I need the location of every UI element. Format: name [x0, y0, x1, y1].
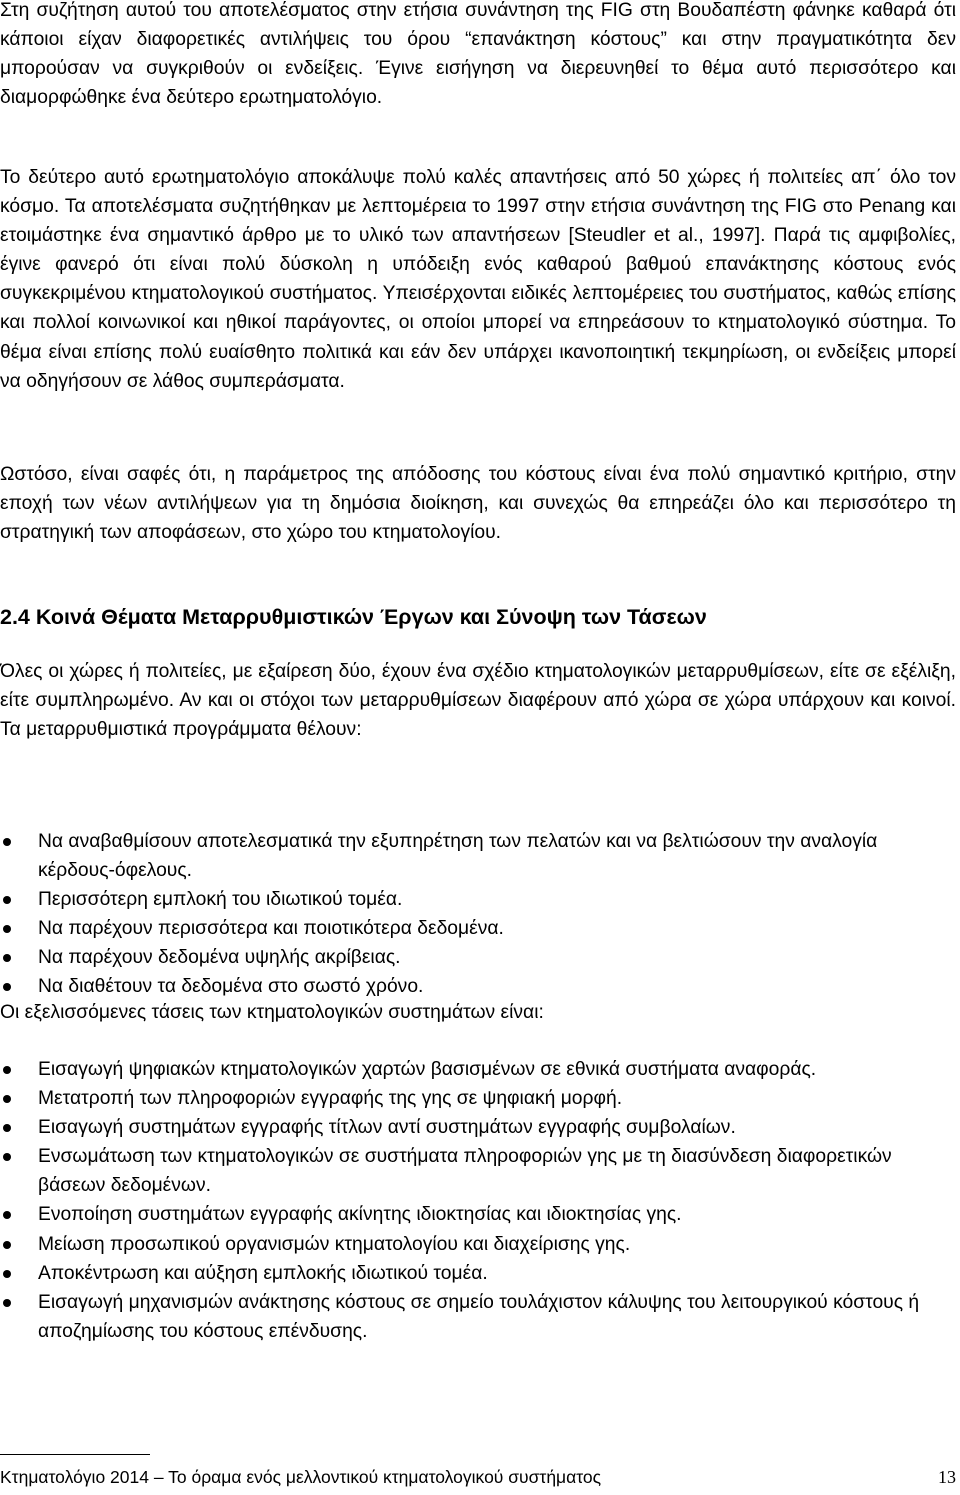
bullet-icon [3, 896, 11, 904]
list-item [0, 827, 956, 885]
list-item [0, 943, 956, 972]
list-item-text: Μετατροπή των πληροφοριών εγγραφής της γης σε ψηφιακή μορφή. [38, 1088, 623, 1110]
list-item [0, 914, 956, 943]
list-item [0, 1113, 956, 1142]
bullet-icon [3, 1211, 11, 1219]
bullet-icon [3, 1241, 11, 1249]
list-item [0, 1055, 956, 1084]
bullet-icon [3, 983, 11, 991]
bullet-icon [3, 1270, 11, 1278]
list-item-text: Να διαθέτουν τα δεδομένα στο σωστό χρόνο. [38, 976, 424, 998]
list-item [0, 1200, 956, 1229]
footer-title: Κτηματολόγιο 2014 – Το όραμα ενός μελλοντικού κτηματολογικού συστήματος [0, 1467, 602, 1487]
bullet-icon [3, 838, 11, 846]
list-item [0, 1259, 956, 1288]
bullet-icon [3, 1095, 11, 1103]
paragraph-reform-programs: Όλες οι χώρες ή πολιτείες, με εξαίρεση δύο, έχουν ένα σχέδιο κτηματολογικών μεταρρυθμίσεων, είτε σε εξέλιξη, είτε συμπληρωμένο. Αν και οι στόχοι των μεταρρυθμίσεων διαφέρουν από χώρα σε χώρα υπάρχουν και κοινοί. Τα μεταρρυθμιστικά προγράμματα θέλουν: [0, 661, 956, 741]
footer-rule [0, 1454, 150, 1455]
page-number: 13 [938, 1467, 956, 1487]
list-item [0, 1288, 956, 1346]
bullet-icon [3, 925, 11, 933]
list-item-text: Ενοποίηση συστημάτων εγγραφής ακίνητης ιδιοκτησίας και ιδιοκτησίας γης. [38, 1204, 682, 1226]
bullet-icon [3, 1299, 11, 1307]
list-item-text: Να παρέχουν δεδομένα υψηλής ακρίβειας. [38, 947, 401, 969]
list-item-text: Εισαγωγή ψηφιακών κτηματολογικών χαρτών βασισμένων σε εθνικά συστήματα αναφοράς. [38, 1059, 817, 1080]
paragraph-fig-budapest: Στη συζήτηση αυτού του αποτελέσματος στην ετήσια συνάντηση της FIG στη Βουδαπέστη φάνηκε καθαρά ότι κάποιοι είχαν διαφορετικές αντιλήψεις του όρου “επανάκτηση κόστους” και στην πραγματικότητα δεν μπορούσαν να συγκριθούν οι ενδείξεις. Έγινε εισήγηση να διερευνηθεί το θέμα αυτό περισσότερο και διαμορφώθηκε ένα δεύτερο ερωτηματολόγιο. [0, 0, 956, 109]
paragraph-second-questionnaire: Το δεύτερο αυτό ερωτηματολόγιο αποκάλυψε πολύ καλές απαντήσεις από 50 χώρες ή πολιτείες απ΄ όλο τον κόσμο. Τα αποτελέσματα συζητήθηκαν με λεπτομέρεια το 1997 στην ετήσια συνάντηση της FIG στο Penang και ετοιμάστηκε ένα σημαντικό άρθρο με το υλικό των απαντήσεων [Steudler et al., 1997]. Παρά τις αμφιβολίες, έγινε φανερό ότι είναι πολύ δύσκολη η υπόδειξη ενός καθαρού βαθμού επανάκτησης κόστους ενός συγκεκριμένου κτηματολογικού συστήματος. Υπεισέρχονται ειδικές λεπτομέρειες του συστήματος, καθώς επίσης και πολλοί κοινωνικοί και ηθικοί παράγοντες, οι οποίοι μπορεί να επηρεάσουν το κτηματολογικό σύστημα. Το θέμα είναι επίσης πολύ ευαίσθητο πολιτικά και εάν δεν υπάρχει ικανοποιητική τεκμηρίωση, οι ενδείξεις μπορεί να οδηγήσουν σε λάθος συμπεράσματα. [0, 167, 956, 392]
list-item-text: Ενσωμάτωση των κτηματολογικών σε συστήματα πληροφοριών γης με τη διασύνδεση διαφορετικών βάσεων δεδομένων. [38, 1146, 892, 1197]
list-item-text: Εισαγωγή μηχανισμών ανάκτησης κόστους σε σημείο τουλάχιστον κάλυψης του λειτουργικού κόστους ή αποζημίωσης του κόστους επένδυσης. [38, 1291, 920, 1342]
reform-goals-list [0, 827, 956, 1002]
cadastre-trends-list [0, 1055, 956, 1346]
list-item-text: Να παρέχουν περισσότερα και ποιοτικότερα δεδομένα. [38, 918, 504, 940]
list-item [0, 1084, 956, 1113]
list-item [0, 1142, 956, 1200]
section-heading-2-4: 2.4 Κοινά Θέματα Μεταρρυθμιστικών Έργων και Σύνοψη των Τάσεων [0, 605, 707, 629]
bullet-icon [3, 1066, 11, 1074]
list-item [0, 885, 956, 914]
bullet-icon [3, 1153, 11, 1161]
list-item-text: Να αναβαθμίσουν αποτελεσματικά την εξυπηρέτηση των πελατών και να βελτιώσουν την αναλογία κέρδους-όφελους. [38, 831, 878, 882]
paragraph-trends-intro: Οι εξελισσόμενες τάσεις των κτηματολογικών συστημάτων είναι: [0, 1002, 544, 1023]
list-item-text: Αποκέντρωση και αύξηση εμπλοκής ιδιωτικού τομέα. [38, 1262, 488, 1284]
bullet-icon [3, 1124, 11, 1132]
list-item-text: Περισσότερη εμπλοκή του ιδιωτικού τομέα. [38, 889, 403, 911]
list-item-text: Εισαγωγή συστημάτων εγγραφής τίτλων αντί συστημάτων εγγραφής συμβολαίων. [38, 1117, 736, 1139]
paragraph-cost-efficiency: Ωστόσο, είναι σαφές ότι, η παράμετρος της απόδοσης του κόστους είναι ένα πολύ σημαντικό κριτήριο, στην εποχή των νέων αντιλήψεων για τη δημόσια διοίκηση, και συνεχώς θα επηρεάζει όλο και περισσότερο τη στρατηγική των αποφάσεων, στο χώρο του κτηματολογίου. [0, 464, 956, 544]
bullet-icon [3, 954, 11, 962]
list-item [0, 1230, 956, 1259]
list-item-text: Μείωση προσωπικού οργανισμών κτηματολογίου και διαχείρισης γης. [38, 1233, 631, 1255]
page-footer [0, 1466, 956, 1488]
